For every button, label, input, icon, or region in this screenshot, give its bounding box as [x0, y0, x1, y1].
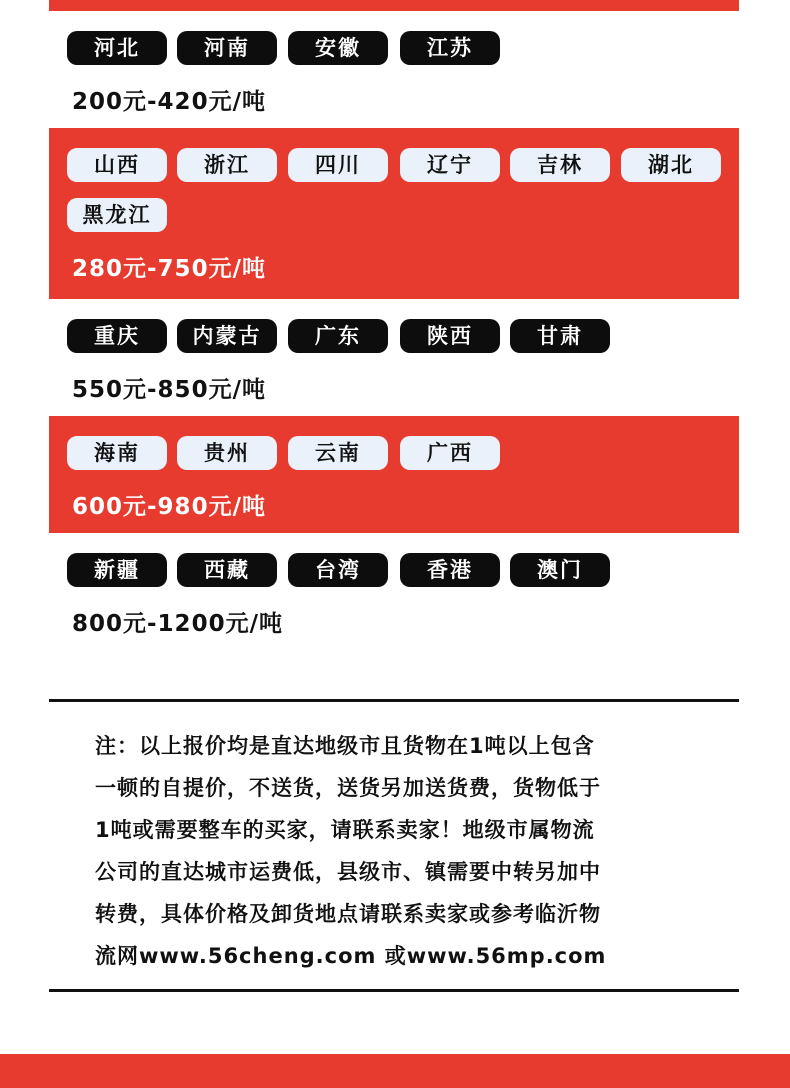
region-tag: 海南 — [67, 436, 167, 470]
region-tag: 湖北 — [621, 148, 721, 182]
price-group — [49, 416, 739, 533]
region-tag: 吉林 — [510, 148, 610, 182]
region-tag: 内蒙古 — [177, 319, 277, 353]
region-tag: 河南 — [177, 31, 277, 65]
region-tag: 江苏 — [400, 31, 500, 65]
region-tag: 甘肃 — [510, 319, 610, 353]
region-tag: 广西 — [400, 436, 500, 470]
price-range: 280元-750元/吨 — [72, 256, 266, 282]
region-tag: 香港 — [400, 553, 500, 587]
price-range: 600元-980元/吨 — [72, 494, 266, 520]
region-tag: 四川 — [288, 148, 388, 182]
note-bottom-rule — [49, 989, 739, 992]
price-group — [49, 128, 739, 299]
price-range: 200元-420元/吨 — [72, 89, 266, 115]
region-tag: 西藏 — [177, 553, 277, 587]
top-red-strip — [49, 0, 739, 11]
price-group — [49, 533, 739, 651]
price-range: 800元-1200元/吨 — [72, 611, 283, 637]
note-line: 公司的直达城市运费低，县级市、镇需要中转另加中 — [95, 860, 601, 884]
region-tag: 重庆 — [67, 319, 167, 353]
note-line: 转费，具体价格及卸货地点请联系卖家或参考临沂物 — [95, 902, 601, 926]
note-line: 注：以上报价均是直达地级市且货物在1吨以上包含 — [95, 734, 595, 758]
bottom-red-band — [0, 1054, 790, 1088]
region-tag: 辽宁 — [400, 148, 500, 182]
note-line: 一顿的自提价，不送货，送货另加送货费，货物低于 — [95, 776, 601, 800]
region-tag: 广东 — [288, 319, 388, 353]
note-block — [95, 728, 695, 980]
price-group — [49, 299, 739, 416]
region-tag: 云南 — [288, 436, 388, 470]
price-range: 550元-850元/吨 — [72, 377, 266, 403]
region-tag: 澳门 — [510, 553, 610, 587]
region-tag: 黑龙江 — [67, 198, 167, 232]
price-group — [49, 11, 739, 128]
region-tag: 新疆 — [67, 553, 167, 587]
note-line: 1吨或需要整车的买家，请联系卖家！地级市属物流 — [95, 818, 595, 842]
region-tag: 河北 — [67, 31, 167, 65]
region-tag: 陕西 — [400, 319, 500, 353]
note-top-rule — [49, 699, 739, 702]
region-tag: 台湾 — [288, 553, 388, 587]
region-tag: 浙江 — [177, 148, 277, 182]
region-tag: 安徽 — [288, 31, 388, 65]
note-line: 流网www.56cheng.com 或www.56mp.com — [95, 944, 607, 968]
region-tag: 山西 — [67, 148, 167, 182]
region-tag: 贵州 — [177, 436, 277, 470]
